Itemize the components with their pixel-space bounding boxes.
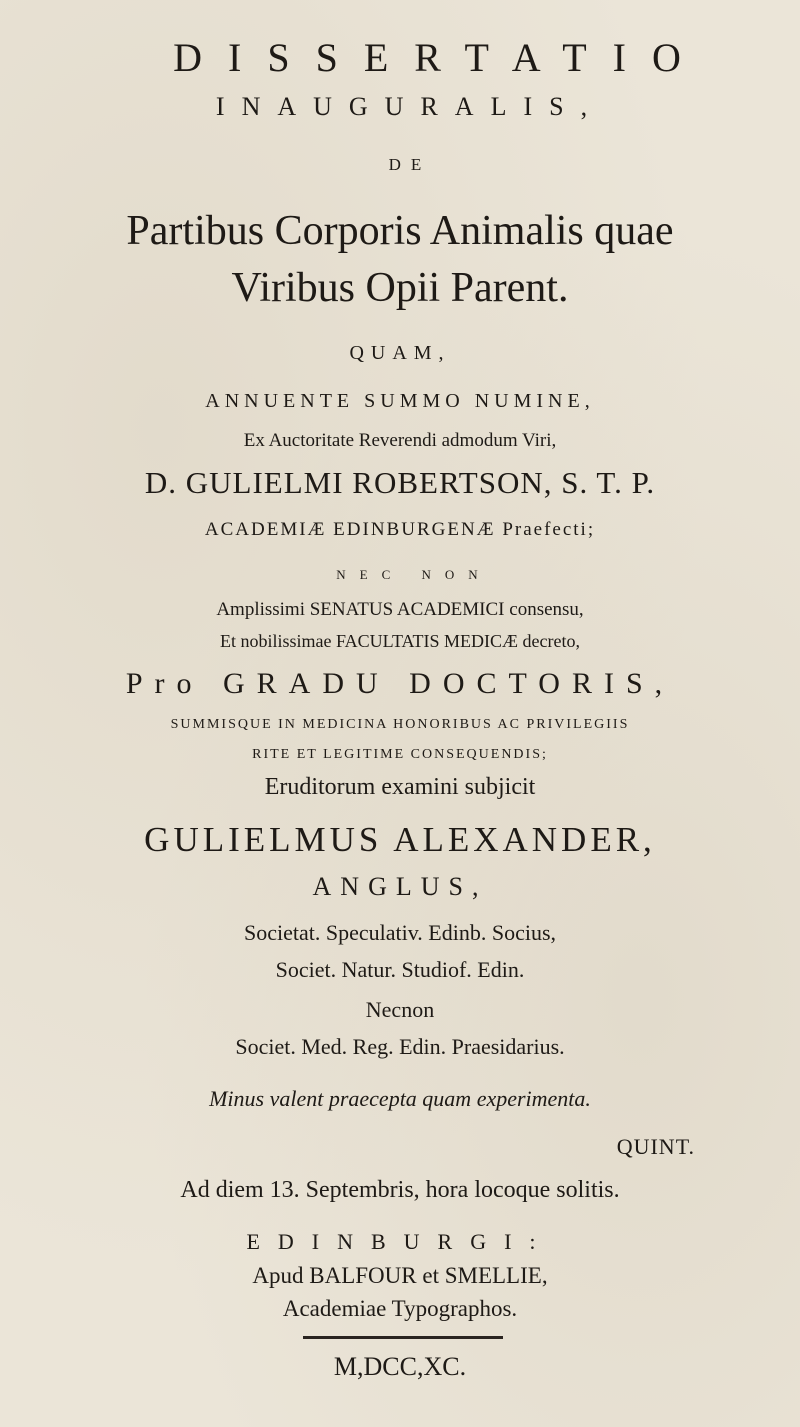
epigraph-source: QUINT. — [616, 1134, 695, 1160]
society-med-reg: Societ. Med. Reg. Edin. Praesidarius. — [235, 1034, 565, 1060]
rite-line: RITE ET LEGITIME CONSEQUENDIS; — [252, 747, 548, 762]
examini-line: Eruditorum examini subjicit — [264, 773, 536, 800]
imprint-printers: Apud BALFOUR et SMELLIE, — [252, 1262, 548, 1288]
author-nation: ANGLUS, — [312, 871, 488, 901]
dissertatio-heading: DISSERTATIO — [173, 34, 707, 80]
author-name: GULIELMUS ALEXANDER, — [144, 820, 656, 860]
quam-label: QUAM, — [349, 342, 451, 365]
facultatis-line: Et nobilissimae FACULTATIS MEDICÆ decreto, — [219, 631, 581, 652]
pro-gradu-doctoris: Pro GRADU DOCTORIS, — [125, 666, 675, 700]
defense-date: Ad diem 13. Septembris, hora locoque solitis. — [180, 1176, 620, 1203]
subject-line-2: Viribus Opii Parent. — [231, 264, 569, 311]
senatus-line: Amplissimi SENATUS ACADEMICI consensu, — [216, 598, 584, 620]
divider-rule — [303, 1336, 503, 1339]
imprint-city: EDINBURGI: — [246, 1228, 554, 1254]
nec-non-label: NEC NON — [336, 566, 492, 582]
annuente-line: ANNUENTE SUMMO NUMINE, — [205, 390, 595, 413]
summisque-line: SUMMISQUE IN MEDICINA HONORIBUS AC PRIVILEGIIS — [170, 716, 630, 732]
society-speculativ: Societat. Speculativ. Edinb. Socius, — [243, 920, 557, 946]
academiae-line: ACADEMIÆ EDINBURGENÆ Praefecti; — [204, 518, 596, 540]
inauguralis-heading: INAUGURALIS, — [215, 92, 605, 122]
rector-name: D. GULIELMI ROBERTSON, S. T. P. — [144, 465, 656, 501]
de-label: DE — [388, 154, 432, 174]
society-natur: Societ. Natur. Studiof. Edin. — [275, 957, 525, 983]
subject-line-1: Partibus Corporis Animalis quae — [126, 208, 674, 255]
epigraph: Minus valent praecepta quam experimenta. — [209, 1085, 591, 1111]
auctoritate-line: Ex Auctoritate Reverendi admodum Viri, — [243, 429, 557, 451]
imprint-year: M,DCC,XC. — [333, 1351, 467, 1381]
imprint-role: Academiae Typographos. — [282, 1296, 518, 1322]
necnon-label: Necnon — [365, 996, 435, 1022]
